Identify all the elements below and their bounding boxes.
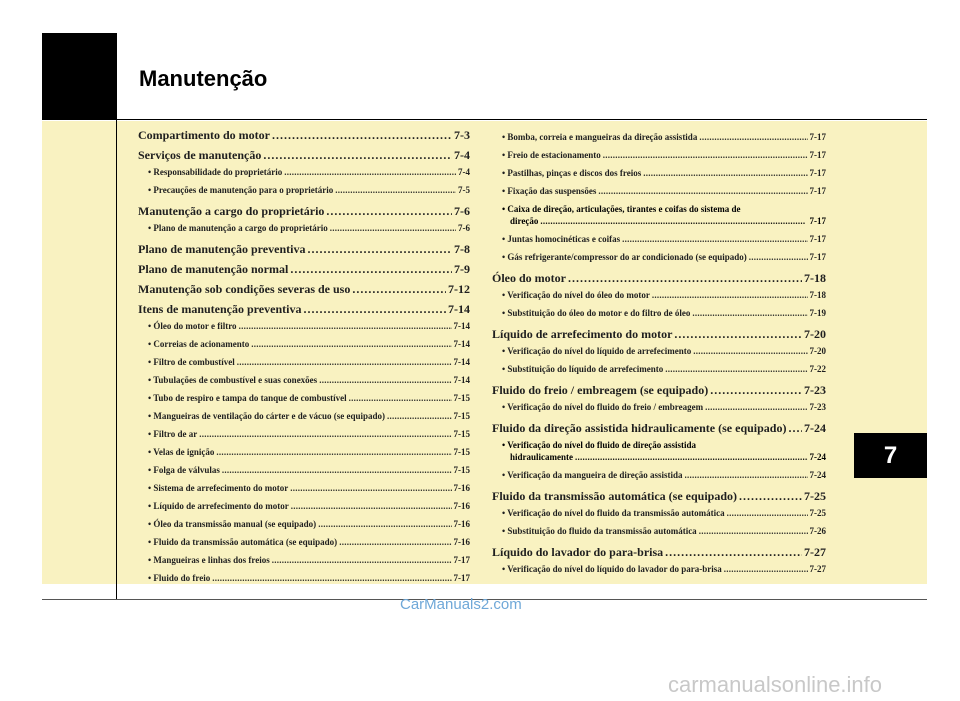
page-title: Manutenção [139,66,268,91]
dot-leader [643,164,807,182]
toc-entry-page: 7-5 [458,185,470,195]
toc-subentry[interactable] [138,569,470,587]
toc-subentry[interactable] [492,304,826,322]
dot-leader [575,451,808,463]
dot-leader [272,128,452,143]
toc-subentry[interactable] [138,181,470,199]
toc-entry-title: • Óleo do motor e filtro [148,317,237,335]
toc-entry-title: • Folga de válvulas [148,461,220,479]
toc-entry[interactable] [492,421,826,436]
toc-entry-title-continued: hidraulicamente [510,452,573,462]
toc-subentry[interactable] [138,389,470,407]
toc-entry-page: 7-16 [453,537,470,547]
dot-leader [303,302,446,317]
toc-subentry[interactable] [492,128,826,146]
toc-entry-title: • Precauções de manutenção para o proprietário [148,181,333,199]
toc-entry-page: 7-17 [453,573,470,583]
toc-entry-title: Fluido do freio / embreagem (se equipado) [492,383,709,397]
toc-entry-page: 7-6 [454,204,470,218]
toc-subentry[interactable] [492,522,826,540]
toc-subentry[interactable] [138,425,470,443]
toc-entry[interactable] [138,204,470,219]
toc-entry-title: • Mangueiras de ventilação do cárter e de vácuo (se equipado) [148,407,385,425]
toc-subentry[interactable] [492,360,826,378]
toc-entry-page: 7-15 [453,447,470,457]
toc-entry-title: • Líquido de arrefecimento do motor [148,497,289,515]
toc-entry-page: 7-17 [809,186,826,196]
toc-entry-title: Manutenção sob condições severas de uso [138,282,351,296]
toc-subentry[interactable] [492,560,826,578]
dot-leader [284,163,456,181]
toc-entry-title: • Fluido do freio [148,569,210,587]
toc-subentry[interactable] [138,515,470,533]
dot-leader [665,360,807,378]
toc-entry-page: 7-8 [454,242,470,256]
toc-entry-title: • Óleo da transmissão manual (se equipado) [148,515,316,533]
toc-entry-page: 7-14 [453,375,470,385]
toc-entry-title: Óleo do motor [492,271,566,285]
toc-entry-page: 7-4 [454,148,470,162]
toc-entry-page: 7-17 [453,555,470,565]
dot-leader [674,327,802,342]
toc-column-right [492,128,826,578]
toc-entry[interactable] [492,327,826,342]
toc-entry[interactable] [138,128,470,143]
toc-entry-page: 7-18 [804,271,826,285]
toc-entry-page: 7-25 [804,489,826,503]
toc-entry-title: • Tubo de respiro e tampa do tanque de combustível [148,389,347,407]
toc-entry-page: 7-15 [453,411,470,421]
toc-column-left [138,128,470,587]
toc-entry-page: 7-27 [804,545,826,559]
toc-entry-title: • Gás refrigerante/compressor do ar condicionado (se equipado) [502,248,747,266]
toc-entry-page: 7-3 [454,128,470,142]
toc-subentry[interactable] [138,163,470,181]
toc-subentry[interactable] [138,551,470,569]
dot-leader [603,146,808,164]
toc-entry-title: • Sistema de arrefecimento do motor [148,479,288,497]
toc-entry-page: 7-18 [809,290,826,300]
toc-entry-page: 7-19 [809,308,826,318]
toc-subentry[interactable] [138,407,470,425]
toc-entry-title: • Verificação do nível do óleo do motor [502,286,650,304]
toc-entry-page: 7-16 [453,483,470,493]
toc-entry-title: • Caixa de direção, articulações, tirantes e coifas do sistema de [502,203,826,215]
toc-subentry[interactable] [492,200,826,230]
dot-leader [568,271,802,286]
toc-entry-title: Itens de manutenção preventiva [138,302,302,316]
toc-entry-page: 7-17 [809,252,826,262]
dot-leader [319,371,451,389]
toc-entry-title: Serviços de manutenção [138,148,262,162]
toc-entry[interactable] [138,302,470,317]
chapter-number: 7 [883,441,898,469]
toc-entry-title: • Filtro de ar [148,425,197,443]
dot-leader [710,383,802,398]
toc-entry-page: 7-23 [809,402,826,412]
toc-entry-page: 7-25 [809,508,826,518]
toc-entry-title: Plano de manutenção normal [138,262,289,276]
toc-entry-page: 7-20 [804,327,826,341]
toc-entry-title: • Plano de manutenção a cargo do proprietário [148,219,328,237]
toc-entry-page: 7-17 [809,132,826,142]
toc-entry-title: • Tubulações de combustível e suas conexões [148,371,317,389]
toc-entry[interactable] [138,282,470,297]
toc-subentry[interactable] [138,335,470,353]
toc-entry-title: Plano de manutenção preventiva [138,242,306,256]
toc-entry-page: 7-17 [809,216,826,226]
toc-subentry[interactable] [138,219,470,237]
toc-entry-page: 7-26 [809,526,826,536]
dot-leader [272,551,452,569]
toc-entry-title: • Velas de ignição [148,443,214,461]
toc-subentry[interactable] [492,164,826,182]
toc-subentry[interactable] [138,461,470,479]
toc-entry-title: • Verificação do nível do fluido de direção assistida [502,439,826,451]
toc-subentry[interactable] [138,371,470,389]
toc-entry[interactable] [138,262,470,277]
toc-entry-page: 7-16 [453,519,470,529]
toc-entry-title: • Verificação do nível do fluido da transmissão automática [502,504,725,522]
toc-subentry[interactable] [492,398,826,416]
dot-leader [749,248,808,266]
dot-leader [239,317,452,335]
toc-subentry[interactable] [492,286,826,304]
toc-subentry[interactable] [138,317,470,335]
toc-entry-title-continued: direção [510,216,539,226]
toc-entry-page: 7-24 [804,421,826,435]
toc-entry-title: • Fluido da transmissão automática (se equipado) [148,533,337,551]
toc-entry-title: • Bomba, correia e mangueiras da direção assistida [502,128,697,146]
toc-entry-title: Líquido de arrefecimento do motor [492,327,673,341]
toc-entry-title: • Verificação do nível do fluido do freio / embreagem [502,398,703,416]
dot-leader [199,425,451,443]
toc-entry-title: • Mangueiras e linhas dos freios [148,551,270,569]
toc-entry-title: • Verificação do nível do líquido do lavador do para-brisa [502,560,722,578]
toc-entry-page: 7-22 [809,364,826,374]
toc-entry-title: • Verificação da mangueira de direção assistida [502,466,683,484]
dot-leader [788,421,802,436]
dot-leader [705,398,807,416]
title-rule [117,119,927,120]
toc-subentry[interactable] [138,533,470,551]
toc-subentry[interactable] [138,353,470,371]
toc-entry-page: 7-15 [453,465,470,475]
toc-entry[interactable] [492,383,826,398]
toc-entry-page: 7-20 [809,346,826,356]
watermark-carmanualsonline[interactable]: carmanualsonline.info [668,672,883,697]
toc-entry-title: • Pastilhas, pinças e discos dos freios [502,164,641,182]
dot-leader [739,489,802,504]
toc-entry-title: • Verificação do nível do líquido de arrefecimento [502,342,691,360]
dot-leader [685,466,808,484]
dot-leader [339,533,451,551]
dot-leader [387,407,452,425]
toc-entry-page: 7-17 [809,234,826,244]
dot-leader [318,515,451,533]
toc-entry-title: • Substituição do líquido de arrefecimento [502,360,663,378]
toc-entry-title: Fluido da direção assistida hidraulicamente (se equipado) [492,421,787,435]
toc-entry-page: 7-17 [809,150,826,160]
toc-entry-page: 7-16 [453,501,470,511]
dot-leader [652,286,808,304]
toc-entry-title: • Substituição do fluido da transmissão automática [502,522,697,540]
dot-leader [212,569,451,587]
toc-entry-page: 7-9 [454,262,470,276]
dot-leader [724,560,808,578]
toc-subentry[interactable] [492,436,826,466]
toc-entry[interactable] [492,271,826,286]
toc-entry-page: 7-23 [804,383,826,397]
dot-leader [692,304,807,322]
dot-leader [263,148,452,163]
chapter-tab[interactable] [854,433,927,478]
toc-entry[interactable] [492,545,826,560]
toc-entry-page: 7-15 [453,429,470,439]
toc-entry-page: 7-14 [453,357,470,367]
toc-entry[interactable] [138,242,470,257]
dot-leader [326,204,452,219]
toc-entry-page: 7-24 [809,470,826,480]
toc-subentry[interactable] [138,443,470,461]
toc-entry-title: • Correias de acionamento [148,335,249,353]
toc-entry-page: 7-4 [458,167,470,177]
dot-leader [665,545,802,560]
toc-entry-page: 7-24 [809,452,826,462]
toc-subentry[interactable] [492,466,826,484]
dot-leader [237,353,452,371]
toc-entry[interactable] [138,148,470,163]
toc-subentry[interactable] [138,497,470,515]
toc-entry-title: • Substituição do óleo do motor e do filtro de óleo [502,304,690,322]
toc-subentry[interactable] [492,248,826,266]
toc-subentry[interactable] [492,146,826,164]
toc-entry-title: • Filtro de combustível [148,353,235,371]
dot-leader [699,522,808,540]
dot-leader [622,230,807,248]
toc-entry-page: 7-6 [458,223,470,233]
dot-leader [349,389,452,407]
dot-leader [693,342,807,360]
dot-leader [290,262,452,277]
toc-subentry[interactable] [138,479,470,497]
toc-subentry[interactable] [492,504,826,522]
dot-leader [216,443,451,461]
toc-entry-title: • Fixação das suspensões [502,182,596,200]
header-black-block [42,33,117,120]
toc-entry-title: Manutenção a cargo do proprietário [138,204,325,218]
toc-subentry[interactable] [492,230,826,248]
dot-leader [330,219,456,237]
dot-leader [291,497,452,515]
toc-entry-title: • Responsabilidade do proprietário [148,163,282,181]
toc-entry-title: Fluido da transmissão automática (se equipado) [492,489,738,503]
toc-subentry[interactable] [492,342,826,360]
toc-entry-title: • Freio de estacionamento [502,146,601,164]
toc-entry-page: 7-14 [448,302,470,316]
toc-entry-title: Líquido do lavador do para-brisa [492,545,664,559]
vertical-rule [116,120,117,599]
toc-entry-title: Compartimento do motor [138,128,270,142]
dot-leader [727,504,808,522]
toc-entry-page: 7-17 [809,168,826,178]
toc-subentry[interactable] [492,182,826,200]
dot-leader [222,461,452,479]
toc-entry-title: • Juntas homocinéticas e coifas [502,230,620,248]
dot-leader [598,182,807,200]
dot-leader [251,335,451,353]
dot-leader [335,181,456,199]
dot-leader [352,282,446,297]
dot-leader [699,128,807,146]
toc-entry-page: 7-14 [453,321,470,331]
toc-entry-page: 7-27 [809,564,826,574]
dot-leader [540,215,807,227]
watermark-carmanuals2[interactable]: CarManuals2.com [400,596,522,613]
dot-leader [290,479,451,497]
toc-entry-page: 7-15 [453,393,470,403]
toc-entry-page: 7-14 [453,339,470,349]
dot-leader [307,242,452,257]
toc-entry[interactable] [492,489,826,504]
toc-entry-page: 7-12 [448,282,470,296]
